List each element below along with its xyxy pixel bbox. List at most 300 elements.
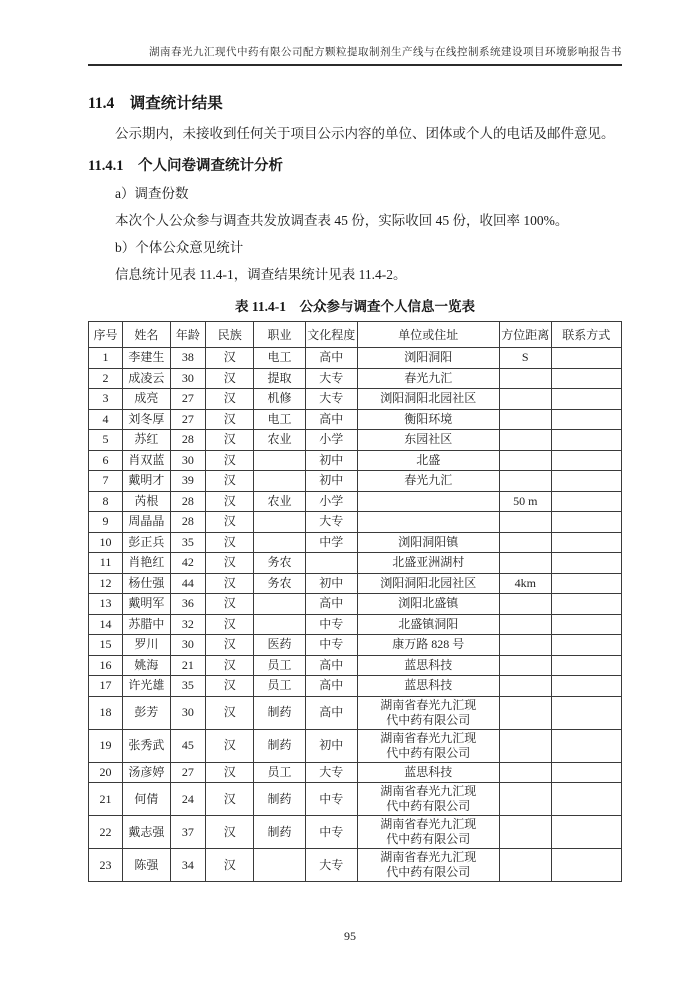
table-cell-text: 中专 <box>319 824 344 839</box>
table-cell-text: 27 <box>181 764 194 779</box>
table-cell <box>170 532 206 553</box>
table-cell <box>254 696 306 729</box>
table-cell <box>305 348 357 369</box>
column-header-age: 年龄 <box>170 322 206 348</box>
table-cell-text: 30 <box>181 370 194 385</box>
table-cell <box>305 655 357 676</box>
table-cell <box>170 389 206 410</box>
table-cell <box>357 409 499 430</box>
table-cell-text: 汉 <box>223 555 236 570</box>
table-row <box>89 368 622 389</box>
table-cell-text: 6 <box>102 452 109 467</box>
table-cell <box>206 368 254 389</box>
table-cell-text: 浏阳洞阳 <box>404 350 453 365</box>
table-cell-text: 员工 <box>267 657 292 672</box>
table-cell <box>89 532 123 553</box>
table-cell <box>170 729 206 762</box>
table-cell <box>89 676 123 697</box>
table-cell-text: 湖南省春光九汇现代中药有限公司 <box>380 697 477 727</box>
table-cell-text: 7 <box>102 473 109 488</box>
table-cell <box>357 816 499 849</box>
table-cell <box>499 471 551 492</box>
table-cell-text: 提取 <box>267 370 292 385</box>
table-row <box>89 450 622 471</box>
table-cell <box>254 348 306 369</box>
table-cell <box>170 696 206 729</box>
table-cell-text: 浏阳北盛镇 <box>398 596 459 611</box>
table-cell-text: 戴明才 <box>128 473 165 488</box>
table-cell-text: 刘冬厚 <box>128 411 165 426</box>
table-row <box>89 655 622 676</box>
table-cell <box>89 655 123 676</box>
table-header-row <box>89 322 622 348</box>
table-cell-text: 汉 <box>223 493 236 508</box>
table-cell <box>305 512 357 533</box>
table-cell-text: 彭正兵 <box>128 534 165 549</box>
table-cell <box>499 450 551 471</box>
table-cell <box>499 816 551 849</box>
table-cell-text: 汉 <box>223 824 236 839</box>
table-cell-text: 电工 <box>267 411 292 426</box>
table-cell <box>89 409 123 430</box>
table-cell-text: 11 <box>99 555 112 570</box>
table-cell-text: 大专 <box>319 370 344 385</box>
table-cell <box>206 816 254 849</box>
table-cell <box>499 389 551 410</box>
table-cell <box>206 553 254 574</box>
table-cell-text: 9 <box>102 514 109 529</box>
table-cell <box>357 762 499 783</box>
table-cell <box>551 553 621 574</box>
table-cell-text: 周晶晶 <box>128 514 165 529</box>
table-cell <box>206 573 254 594</box>
table-cell-text: 汉 <box>223 575 236 590</box>
table-cell <box>254 368 306 389</box>
table-cell-text: 27 <box>181 391 194 406</box>
table-cell <box>206 512 254 533</box>
table-cell-text: 汉 <box>223 705 236 719</box>
table-cell <box>305 471 357 492</box>
table-cell <box>305 816 357 849</box>
table-cell-text: 23 <box>99 857 112 872</box>
table-cell <box>170 430 206 451</box>
table-cell <box>305 783 357 816</box>
table-cell <box>89 491 123 512</box>
table-cell-text: 35 <box>181 678 194 693</box>
table-cell <box>254 450 306 471</box>
table-cell <box>305 450 357 471</box>
table-cell-text: 15 <box>99 637 112 652</box>
table-row <box>89 762 622 783</box>
table-cell-text: 小学 <box>319 432 344 447</box>
table-cell <box>357 696 499 729</box>
table-cell-text: 衡阳环境 <box>404 411 453 426</box>
table-cell-text: 27 <box>181 411 194 426</box>
table-cell <box>305 762 357 783</box>
table-cell <box>499 696 551 729</box>
table-cell <box>123 783 170 816</box>
table-cell <box>123 532 170 553</box>
table-cell <box>551 430 621 451</box>
table-cell-text: 电工 <box>267 350 292 365</box>
table-cell <box>357 635 499 656</box>
table-cell <box>89 816 123 849</box>
table-cell <box>551 729 621 762</box>
table-cell <box>499 491 551 512</box>
table-cell <box>254 471 306 492</box>
table-cell <box>206 532 254 553</box>
table-cell <box>254 430 306 451</box>
table-cell-text: 高中 <box>319 350 344 365</box>
table-cell-text: 成亮 <box>134 391 159 406</box>
table-cell <box>305 696 357 729</box>
table-cell <box>89 430 123 451</box>
table-cell <box>89 471 123 492</box>
table-cell-text: 汉 <box>223 350 236 365</box>
table-cell <box>123 409 170 430</box>
table-cell-text: 大专 <box>319 391 344 406</box>
table-cell <box>170 816 206 849</box>
table-cell-text: 农业 <box>267 432 292 447</box>
table-cell-text: 务农 <box>267 575 292 590</box>
table-cell-text: 农业 <box>267 493 292 508</box>
table-cell-text: 18 <box>99 705 112 719</box>
table-cell-text: 制药 <box>267 738 292 752</box>
table-cell <box>170 849 206 882</box>
table-cell <box>170 491 206 512</box>
table-cell <box>89 635 123 656</box>
table-cell-text: 汉 <box>223 616 236 631</box>
public-participation-info-table <box>88 321 622 882</box>
table-cell-text: 中专 <box>319 791 344 806</box>
table-cell <box>499 729 551 762</box>
table-cell-text: 医药 <box>267 637 292 652</box>
table-cell <box>305 389 357 410</box>
table-cell <box>551 348 621 369</box>
table-cell <box>123 573 170 594</box>
table-cell <box>254 635 306 656</box>
table-cell-text: 14 <box>99 616 112 631</box>
table-cell-text: 汉 <box>223 452 236 467</box>
column-header-name: 姓名 <box>123 322 170 348</box>
table-cell <box>206 491 254 512</box>
table-cell <box>357 389 499 410</box>
table-cell <box>123 696 170 729</box>
table-cell <box>305 491 357 512</box>
table-cell-text: 初中 <box>319 452 344 467</box>
table-cell <box>551 762 621 783</box>
table-cell <box>123 676 170 697</box>
table-cell <box>206 696 254 729</box>
table-row <box>89 471 622 492</box>
table-cell <box>254 573 306 594</box>
table-cell-text: 17 <box>99 678 112 693</box>
table-cell <box>357 471 499 492</box>
table-cell <box>254 594 306 615</box>
table-cell <box>123 655 170 676</box>
table-cell-text: 春光九汇 <box>404 473 453 488</box>
section-heading-11-4: 11.4 调查统计结果 <box>88 95 223 112</box>
table-cell-text: 苏红 <box>134 432 159 447</box>
table-cell <box>254 614 306 635</box>
table-cell <box>206 409 254 430</box>
table-cell <box>499 512 551 533</box>
table-cell-text: 北盛镇洞阳 <box>398 616 459 631</box>
table-cell <box>357 368 499 389</box>
table-cell <box>499 614 551 635</box>
table-cell-text: 苏腊中 <box>128 616 165 631</box>
table-cell <box>551 471 621 492</box>
table-row <box>89 676 622 697</box>
table-cell <box>357 594 499 615</box>
table-cell <box>551 594 621 615</box>
table-row <box>89 849 622 882</box>
table-row <box>89 512 622 533</box>
table-row <box>89 491 622 512</box>
table-cell-text: 32 <box>181 616 194 631</box>
table-cell <box>89 594 123 615</box>
table-cell-text: 汤彦婷 <box>128 764 165 779</box>
table-cell <box>170 635 206 656</box>
table-cell <box>89 389 123 410</box>
table-cell <box>123 762 170 783</box>
table-cell-text: 36 <box>181 596 194 611</box>
table-cell <box>305 368 357 389</box>
survey-statistics-block <box>88 180 622 288</box>
table-cell <box>551 614 621 635</box>
table-row <box>89 409 622 430</box>
running-header: 湖南春光九汇现代中药有限公司配方颗粒提取制剂生产线与在线控制系统建设项目环境影响报告书 <box>88 44 622 66</box>
table-cell <box>123 729 170 762</box>
table-cell-text: 北盛 <box>416 452 441 467</box>
table-cell <box>357 512 499 533</box>
table-cell <box>357 676 499 697</box>
table-cell-text: 蓝思科技 <box>404 678 453 693</box>
table-cell-text: 戴明军 <box>128 596 165 611</box>
table-cell-text: 初中 <box>319 575 344 590</box>
table-cell <box>305 573 357 594</box>
table-cell <box>206 471 254 492</box>
table-cell-text: 21 <box>99 791 112 806</box>
table-cell-text: 高中 <box>319 705 344 719</box>
table-cell-text: 汉 <box>223 596 236 611</box>
table-cell <box>170 368 206 389</box>
table-cell-text: 中专 <box>319 637 344 652</box>
table-cell <box>170 676 206 697</box>
table-cell-text: 员工 <box>267 678 292 693</box>
table-cell <box>499 849 551 882</box>
table-cell-text: 大专 <box>319 514 344 529</box>
table-cell <box>206 783 254 816</box>
table-cell <box>357 729 499 762</box>
table-cell-text: 19 <box>99 738 112 752</box>
table-cell <box>254 389 306 410</box>
table-cell-text: 汉 <box>223 657 236 672</box>
table-cell <box>206 348 254 369</box>
table-cell-text: 湖南省春光九汇现代中药有限公司 <box>380 817 477 846</box>
table-cell-text: 浏阳洞阳镇 <box>398 534 459 549</box>
table-cell <box>206 389 254 410</box>
table-cell-text: 24 <box>181 791 194 806</box>
table-cell <box>254 409 306 430</box>
table-cell <box>254 676 306 697</box>
table-cell <box>170 655 206 676</box>
table-cell <box>551 816 621 849</box>
table-cell <box>170 614 206 635</box>
table-cell-text: 28 <box>181 432 194 447</box>
table-cell <box>123 471 170 492</box>
paragraph-table-references: 信息统计见表 11.4-1，调查结果统计见表 11.4-2。 <box>115 267 407 282</box>
table-cell <box>305 676 357 697</box>
table-cell-text: 蓝思科技 <box>404 764 453 779</box>
table-row <box>89 614 622 635</box>
table-cell <box>254 512 306 533</box>
paragraph-public-notice: 公示期内，未接收到任何关于项目公示内容的单位、团体或个人的电话及邮件意见。 <box>115 126 615 141</box>
table-cell-text: 汉 <box>223 857 236 872</box>
table-cell-text: 30 <box>181 705 194 719</box>
table-cell <box>254 816 306 849</box>
table-cell <box>305 614 357 635</box>
table-cell-text: 制药 <box>267 824 292 839</box>
table-cell-text: 16 <box>99 657 112 672</box>
table-cell <box>123 389 170 410</box>
table-cell <box>170 450 206 471</box>
table-cell-text: 初中 <box>319 738 344 752</box>
column-header-index: 序号 <box>89 322 123 348</box>
table-cell <box>89 762 123 783</box>
column-header-contact: 联系方式 <box>551 322 621 348</box>
table-cell <box>499 409 551 430</box>
table-cell-text: 浏阳洞阳北园社区 <box>380 575 477 590</box>
table-cell-text: 高中 <box>319 657 344 672</box>
table-row <box>89 594 622 615</box>
table-cell <box>357 783 499 816</box>
table-cell-text: 肖艳红 <box>128 555 165 570</box>
table-cell-text: 汉 <box>223 370 236 385</box>
table-cell-text: 38 <box>181 350 194 365</box>
table-cell-text: 春光九汇 <box>404 370 453 385</box>
table-row <box>89 348 622 369</box>
table-cell <box>123 430 170 451</box>
table-cell <box>499 553 551 574</box>
table-cell <box>357 655 499 676</box>
table-row <box>89 816 622 849</box>
table-cell <box>499 655 551 676</box>
table-cell <box>499 635 551 656</box>
table-cell <box>551 655 621 676</box>
table-cell-text: 20 <box>99 764 112 779</box>
table-cell <box>357 553 499 574</box>
table-cell-text: 戴志强 <box>128 824 165 839</box>
table-row <box>89 573 622 594</box>
table-cell <box>89 450 123 471</box>
table-cell-text: 39 <box>181 473 194 488</box>
table-cell-text: 4km <box>514 575 536 590</box>
table-cell <box>123 491 170 512</box>
table-cell <box>254 655 306 676</box>
table-cell-text: 5 <box>102 432 109 447</box>
table-cell <box>206 676 254 697</box>
table-cell <box>305 553 357 574</box>
table-cell <box>499 783 551 816</box>
table-cell <box>170 409 206 430</box>
table-cell <box>551 783 621 816</box>
table-cell <box>305 532 357 553</box>
table-cell <box>206 729 254 762</box>
table-cell <box>305 635 357 656</box>
table-cell-text: 制药 <box>267 791 292 806</box>
table-cell-text: 李建生 <box>128 350 165 365</box>
table-cell-text: 50 m <box>513 493 538 508</box>
table-cell-text: 28 <box>181 493 194 508</box>
table-cell-text: 汉 <box>223 791 236 806</box>
table-cell <box>170 762 206 783</box>
table-cell-text: 中专 <box>319 616 344 631</box>
table-cell-text: 湖南省春光九汇现代中药有限公司 <box>380 784 477 813</box>
table-cell <box>305 729 357 762</box>
table-cell-text: 34 <box>181 857 194 872</box>
table-cell <box>499 430 551 451</box>
table-cell <box>551 849 621 882</box>
table-cell <box>89 368 123 389</box>
table-cell <box>89 783 123 816</box>
table-cell-text: 何倩 <box>134 791 159 806</box>
page-number: 95 <box>344 929 356 943</box>
table-cell-text: 成凌云 <box>128 370 165 385</box>
table-cell-text: 21 <box>181 657 194 672</box>
table-cell-text: 大专 <box>319 764 344 779</box>
table-cell-text: 汉 <box>223 738 236 752</box>
table-cell <box>499 594 551 615</box>
table-cell <box>551 512 621 533</box>
table-cell <box>206 762 254 783</box>
table-cell <box>170 573 206 594</box>
table-cell <box>357 450 499 471</box>
table-cell-text: 45 <box>181 738 194 752</box>
table-cell <box>254 532 306 553</box>
table-cell <box>89 512 123 533</box>
table-cell <box>89 348 123 369</box>
table-cell-text: 高中 <box>319 678 344 693</box>
table-cell <box>305 430 357 451</box>
table-cell <box>357 430 499 451</box>
table-cell-text: 1 <box>102 350 109 365</box>
table-cell <box>89 573 123 594</box>
table-cell <box>305 849 357 882</box>
table-cell-text: 许光雄 <box>128 678 165 693</box>
table-cell-text: 汉 <box>223 764 236 779</box>
table-cell-text: 大专 <box>319 857 344 872</box>
paragraph-survey-counts: 本次个人公众参与调查共发放调查表 45 份，实际收回 45 份，收回率 100%。 <box>115 213 569 228</box>
table-cell <box>499 368 551 389</box>
table-cell <box>123 594 170 615</box>
table-cell-text: 汉 <box>223 678 236 693</box>
table-cell-text: 陈强 <box>134 857 159 872</box>
table-cell <box>123 512 170 533</box>
table-cell <box>206 430 254 451</box>
table-cell <box>357 614 499 635</box>
table-cell <box>551 450 621 471</box>
list-item-a: a）调查份数 <box>115 186 189 201</box>
table-cell <box>551 635 621 656</box>
table-cell <box>305 594 357 615</box>
table-cell <box>305 409 357 430</box>
table-cell-text: 姚海 <box>134 657 159 672</box>
table-cell-text: 30 <box>181 637 194 652</box>
table-cell-text: 芮根 <box>134 493 159 508</box>
table-cell <box>123 816 170 849</box>
table-cell-text: 37 <box>181 824 194 839</box>
